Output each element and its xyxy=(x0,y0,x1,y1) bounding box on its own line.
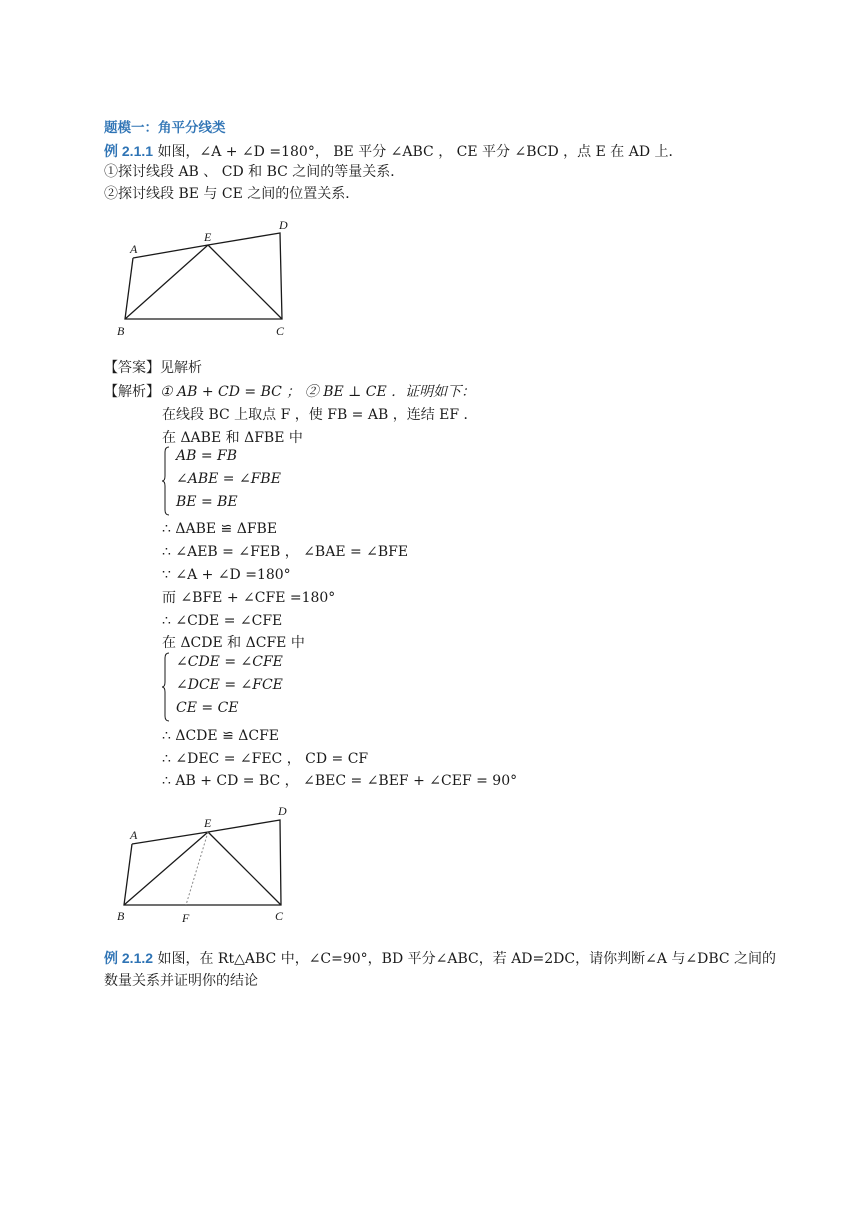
proof-step: 在线段 BC 上取点 F ，使 FB = AB ，连结 EF ． xyxy=(162,407,478,423)
figure-1-quadrilateral xyxy=(110,215,310,340)
left-brace-icon xyxy=(162,652,170,722)
figure-1-segment-be xyxy=(125,245,208,319)
figure-2-label-d: D xyxy=(278,804,287,818)
answer-line: 【答案】见解析 xyxy=(104,360,202,376)
example-2-label: 例 2.1.2 xyxy=(104,950,154,966)
example-2-text-1: 如图，在 Rt△ABC 中，∠C=90°，BD 平分∠ABC，若 AD=2DC，请你判断∠A 与∠DBC 之间的 xyxy=(157,951,777,967)
figure-1-outline xyxy=(125,233,282,319)
figure-2-label-a: A xyxy=(130,828,138,842)
figure-1-segment-ce xyxy=(208,245,282,319)
proof-step: ∴ ∠AEB = ∠FEB ， ∠BAE = ∠BFE xyxy=(162,544,409,560)
example-1-statement: 如图，∠A + ∠D =180°， BE 平分 ∠ABC ， CE 平分 ∠BCD ，点 E 在 AD 上． xyxy=(157,144,683,160)
example-1-question-2: ②探讨线段 BE 与 CE 之间的位置关系． xyxy=(104,186,360,202)
figure-2-outline xyxy=(124,820,281,905)
system-1-row: AB = FB xyxy=(176,448,238,464)
proof-step: ∴ AB + CD = BC ， ∠BEC = ∠BEF + ∠CEF = 90° xyxy=(162,773,518,789)
example-2-text-2: 数量关系并证明你的结论 xyxy=(104,973,258,989)
proof-step: 在 ΔCDE 和 ΔCFE 中 xyxy=(162,635,305,651)
proof-step: ∴ ΔCDE ≌ ΔCFE xyxy=(162,728,280,744)
proof-step: ∴ ∠CDE = ∠CFE xyxy=(162,613,283,629)
figure-2-segment-ce xyxy=(208,832,281,905)
proof-step: 在 ΔABE 和 ΔFBE 中 xyxy=(162,430,303,446)
figure-1-label-a: A xyxy=(130,242,138,256)
proof-step: ∴ ∠DEC = ∠FEC ， CD = CF xyxy=(162,751,369,767)
figure-2-label-b: B xyxy=(117,909,125,923)
example-1-statement-line xyxy=(104,141,683,162)
example-1-question-1: ①探讨线段 AB 、 CD 和 BC 之间的等量关系． xyxy=(104,164,405,180)
proof-step: 而 ∠BFE + ∠CFE =180° xyxy=(162,590,336,606)
system-2-row: ∠CDE = ∠CFE xyxy=(176,654,283,670)
figure-2-quadrilateral xyxy=(110,802,310,927)
section-title: 题模一：角平分线类 xyxy=(104,120,226,136)
example-2-line-1 xyxy=(104,948,776,969)
figure-2-label-e: E xyxy=(204,816,212,830)
analysis-conclusion: ① AB + CD = BC ； ② BE ⊥ CE ．证明如下： xyxy=(160,384,476,400)
analysis-label: 【解析】 xyxy=(104,384,160,400)
congruence-system-1 xyxy=(162,446,322,516)
system-2-row: CE = CE xyxy=(176,700,239,716)
proof-step: ∵ ∠A + ∠D =180° xyxy=(162,567,291,583)
figure-1-label-b: B xyxy=(117,324,125,338)
system-2-row: ∠DCE = ∠FCE xyxy=(176,677,283,693)
congruence-system-2 xyxy=(162,652,322,722)
example-1-label: 例 2.1.1 xyxy=(104,143,154,159)
figure-2-segment-ef xyxy=(186,832,208,905)
figure-2-label-c: C xyxy=(275,909,284,923)
figure-1-label-d: D xyxy=(279,218,288,232)
figure-1-label-e: E xyxy=(204,230,212,244)
system-1-row: BE = BE xyxy=(176,494,238,510)
left-brace-icon xyxy=(162,446,170,516)
system-1-row: ∠ABE = ∠FBE xyxy=(176,471,281,487)
proof-step: ∴ ΔABE ≌ ΔFBE xyxy=(162,521,278,537)
analysis-first-line xyxy=(104,382,475,402)
figure-1-label-c: C xyxy=(276,324,285,338)
figure-2-label-f: F xyxy=(182,911,190,925)
